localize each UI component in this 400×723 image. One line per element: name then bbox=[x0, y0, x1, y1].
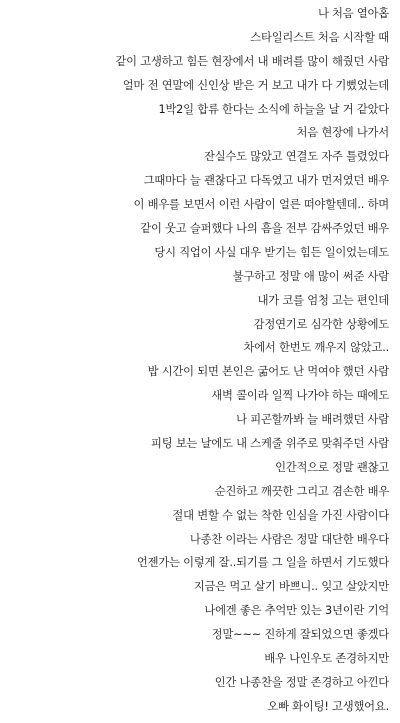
text-line: 불구하고 정말 애 많이 써준 사람 bbox=[232, 269, 389, 283]
text-line: 오빠 화이팅! 고생했어요. bbox=[267, 699, 389, 713]
text-line: 얼마 전 연말에 신인상 받은 거 보고 내가 다 기뻤었는데 bbox=[122, 78, 389, 92]
text-line: 순진하고 깨끗한 그리고 겸손한 배우 bbox=[214, 484, 389, 498]
text-line: 배우 나인우도 존경하지만 bbox=[264, 652, 389, 666]
text-line: 잔실수도 많았고 연결도 자주 틀렸었다 bbox=[204, 150, 389, 164]
text-line: 그때마다 늘 괜찮다고 다독였고 내가 먼저였던 배우 bbox=[143, 174, 389, 188]
text-line: 정말~~~ 진하게 잘되었으면 좋겠다 bbox=[211, 628, 389, 642]
text-line: 1박2일 합류 한다는 소식에 하늘을 날 거 같았다 bbox=[158, 102, 389, 116]
text-line: 같이 고생하고 힘든 현장에서 내 배려를 많이 해줬던 사람 bbox=[115, 54, 389, 68]
text-line: 차에서 한번도 깨우지 않았고.. bbox=[243, 341, 389, 355]
text-line: 피팅 보는 날에도 내 스케줄 위주로 맞춰주던 사람 bbox=[151, 437, 389, 451]
text-line: 인간 나종찬을 정말 존경하고 아낀다 bbox=[214, 675, 389, 689]
text-line: 당시 직업이 사실 대우 받기는 힘든 일이었는데도 bbox=[154, 245, 389, 259]
text-line: 나에겐 좋은 추억만 있는 3년이란 기억 bbox=[204, 604, 389, 618]
text-line: 처음 현장에 나가서 bbox=[296, 126, 389, 140]
text-line: 감정연기로 심각한 상황에도 bbox=[253, 317, 389, 331]
text-line: 인간적으로 정말 괜찮고 bbox=[275, 460, 389, 474]
text-line: 이 배우를 보면서 이런 사람이 얼른 떠야할텐데.. 하며 bbox=[133, 198, 389, 212]
text-line: 나 처음 열아홉 bbox=[317, 7, 389, 20]
text-line: 스타일리스트 처음 시작할 때 bbox=[250, 30, 389, 44]
text-line: 나종찬 이라는 사람은 정말 대단한 배우다 bbox=[189, 532, 389, 546]
text-line: 지금은 먹고 살기 바쁘니.. 잊고 살았지만 bbox=[193, 580, 389, 594]
text-line: 같이 웃고 슬퍼했다 나의 흠을 전부 감싸주었던 배우 bbox=[140, 222, 389, 236]
text-line: 밥 시간이 되면 본인은 굶어도 난 먹여야 했던 사람 bbox=[147, 365, 389, 379]
text-line: 새벽 콜이라 일찍 나가야 하는 때에도 bbox=[211, 389, 389, 403]
text-line: 나 피곤할까봐 늘 배려했던 사람 bbox=[236, 413, 389, 427]
post-body bbox=[0, 6, 389, 713]
text-line: 언젠가는 이렇게 잘..되기를 그 일을 하면서 기도했다 bbox=[136, 556, 389, 570]
text-line: 절대 변할 수 없는 착한 인심을 가진 사람이다 bbox=[172, 508, 389, 522]
text-line: 내가 코를 엄청 고는 편인데 bbox=[257, 293, 389, 307]
